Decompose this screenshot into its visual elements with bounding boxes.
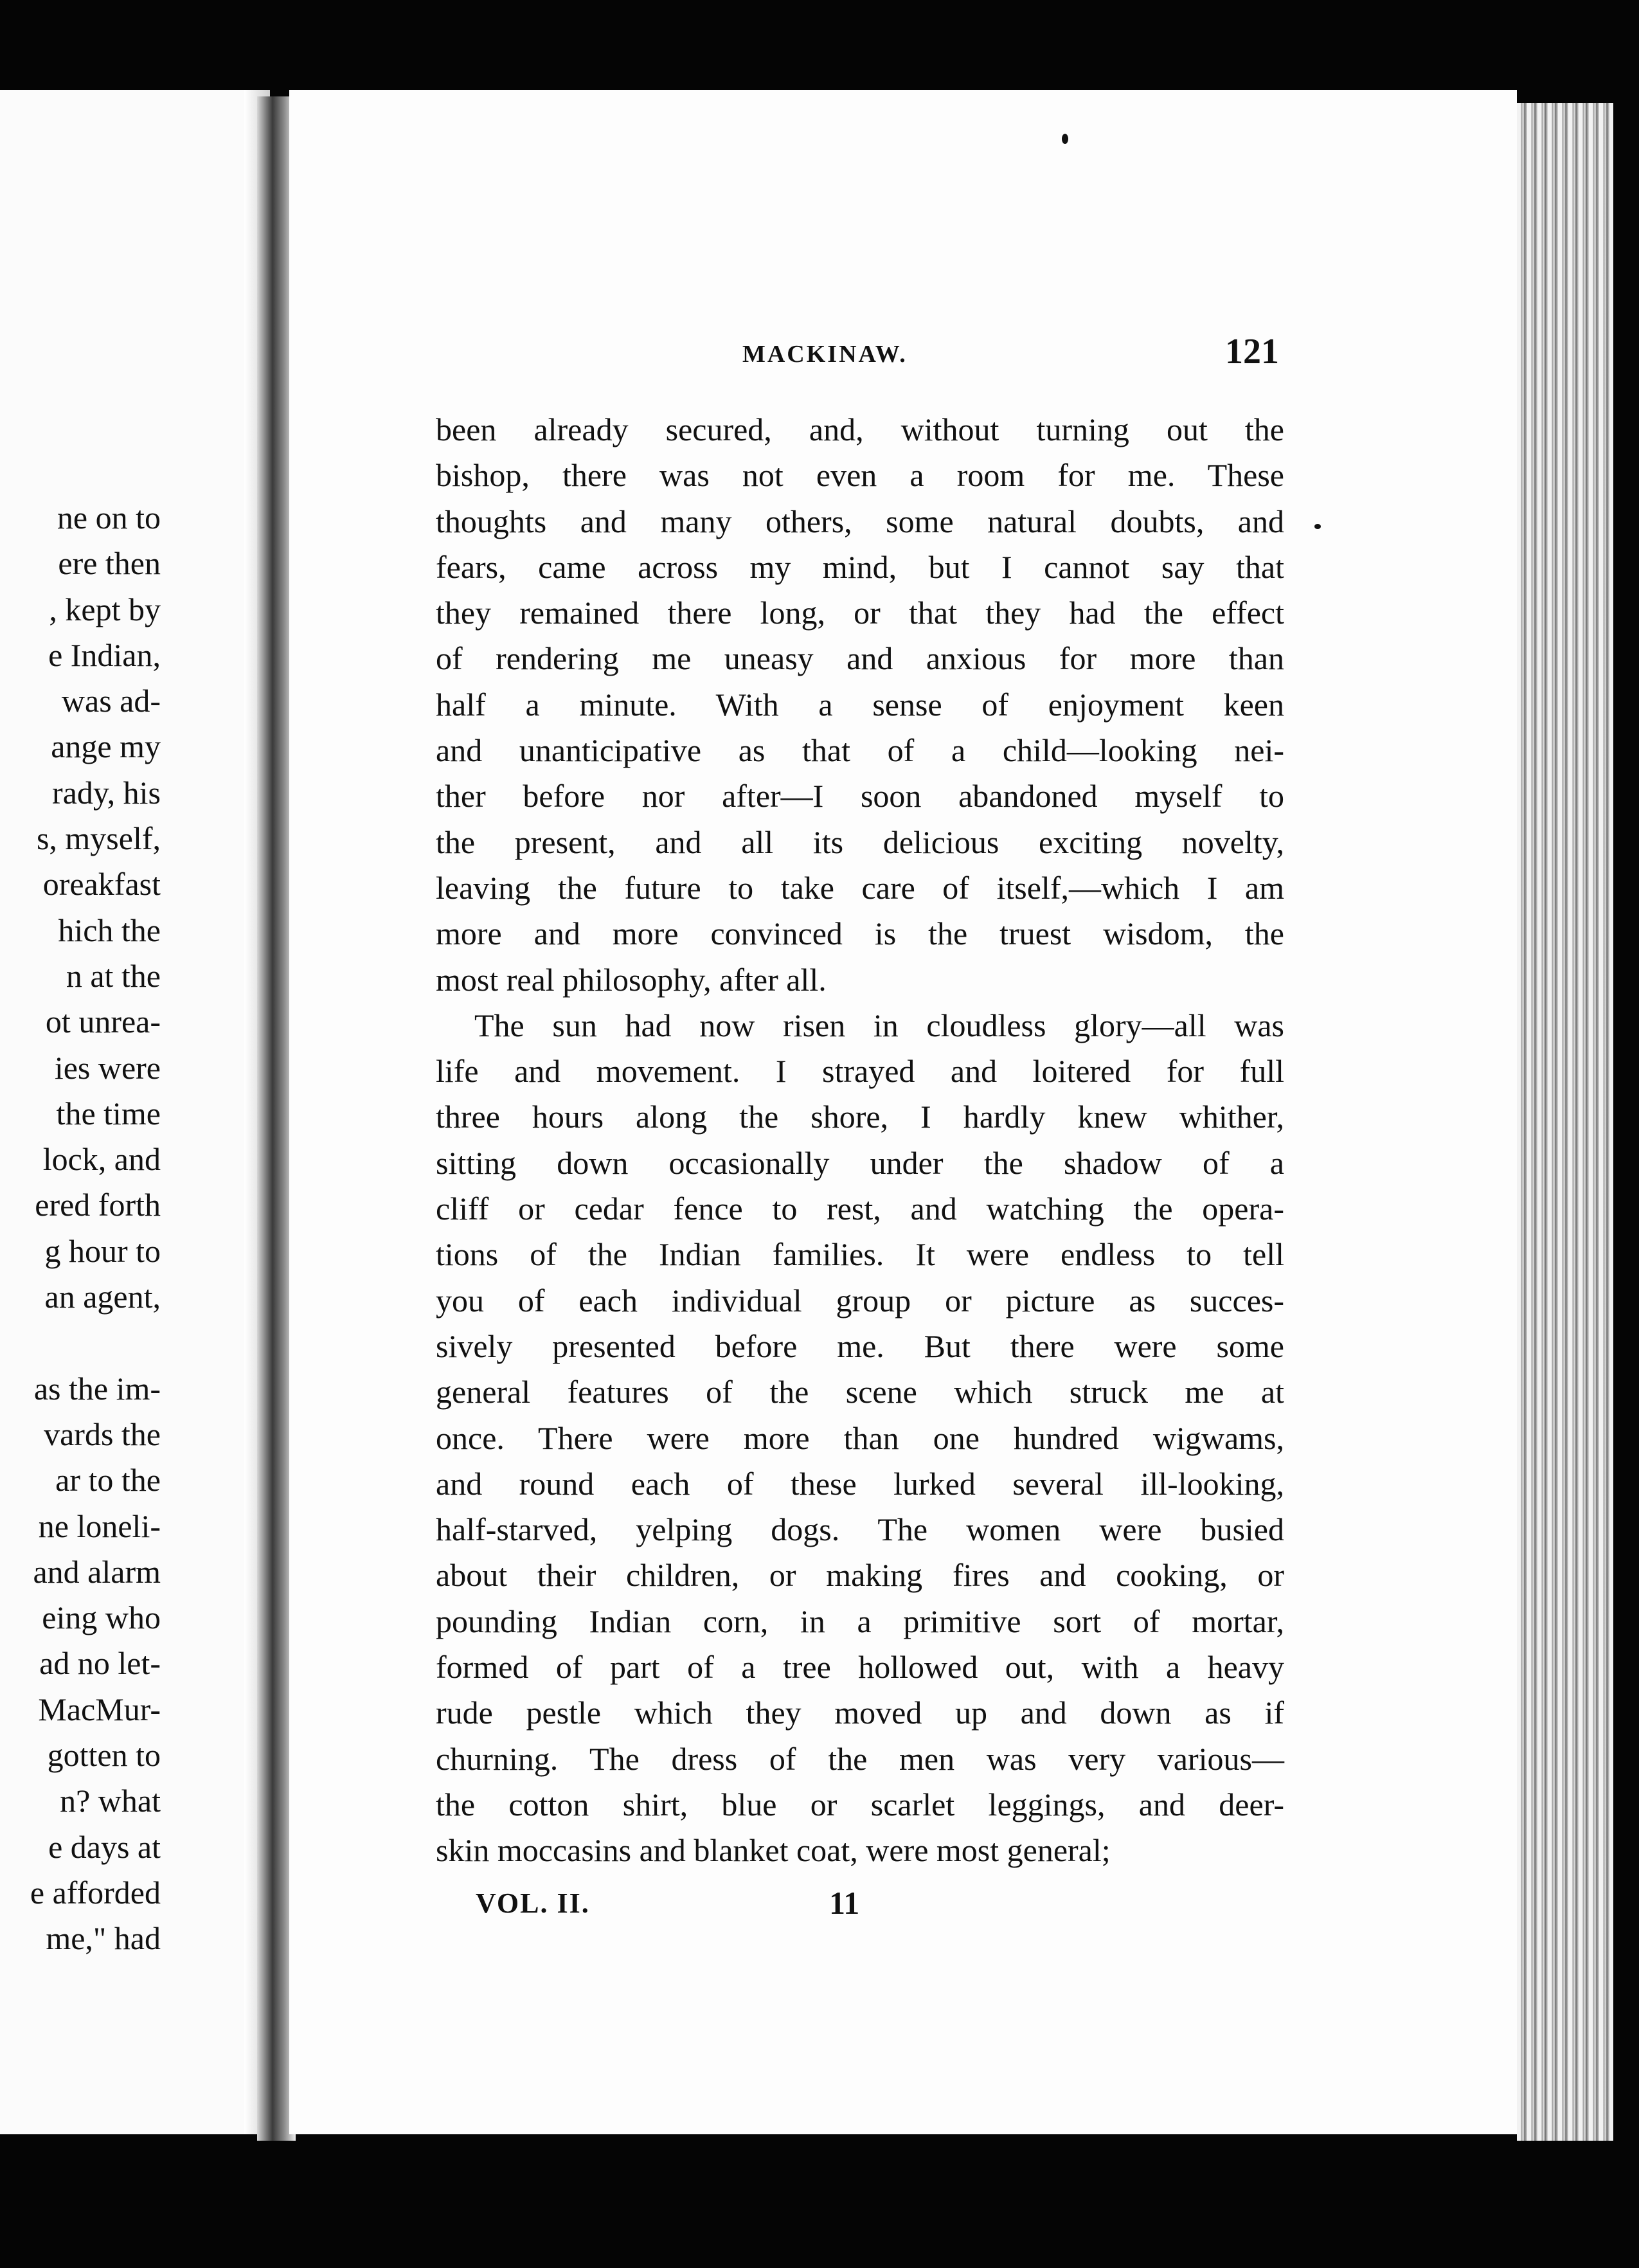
previous-page-line: hich the [58,912,161,948]
previous-page-line: n at the [66,957,161,994]
previous-page-line: rady, his [52,774,161,811]
text-line: ther before nor after—I soon abandoned myself to [436,778,1284,815]
text-line: three hours along the shore, I hardly knew whither, [436,1099,1284,1135]
text-line: skin moccasins and blanket coat, were most general; [436,1832,1111,1869]
previous-page-line: gotten to [47,1737,161,1774]
ink-speck [1062,134,1068,144]
page-number: 121 [1225,332,1279,372]
text-line: life and movement. I strayed and loitered for full [436,1053,1284,1090]
text-line: of rendering me uneasy and anxious for more than [436,640,1284,677]
text-line: rude pestle which they moved up and down as if [436,1695,1284,1731]
previous-page-line: ot unrea- [45,1004,161,1040]
previous-page-line: as the im- [33,1370,161,1407]
previous-page-line: e Indian, [48,636,161,673]
text-line: formed of part of a tree hollowed out, with a heavy [436,1649,1284,1686]
previous-page-text [30,495,161,1962]
text-line: tions of the Indian families. It were endless to tell [436,1236,1284,1273]
previous-page-line: e days at [48,1828,161,1865]
previous-page-line: g hour to [44,1232,161,1269]
text-line: pounding Indian corn, in a primitive sort of mortar, [436,1603,1284,1639]
text-line: half a minute. With a sense of enjoyment keen [436,686,1284,723]
previous-page-line: me," had [46,1920,161,1957]
previous-page-line: MacMur- [38,1691,161,1727]
page-footer [476,1887,926,1932]
previous-page-line: ered forth [35,1187,161,1223]
text-line: about their children, or making fires and cooking, or [436,1557,1284,1594]
text-line: the present, and all its delicious exciting novelty, [436,824,1284,860]
signature-mark: 11 [829,1885,860,1921]
text-line: been already secured, and, without turning out the [436,411,1284,447]
previous-page-line: was ad- [61,683,161,719]
text-line: The sun had now risen in cloudless glory—all was [474,1007,1284,1043]
text-line: fears, came across my mind, but I cannot say that [436,548,1284,585]
previous-page-line: ies were [54,1049,161,1086]
previous-page-line: ne loneli- [38,1508,161,1544]
text-line: and round each of these lurked several ill-looking, [436,1465,1284,1502]
previous-page-line: s, myself, [36,820,161,857]
text-line: leaving the future to take care of itself,—which I am [436,869,1284,906]
previous-page-line: eing who [42,1599,161,1636]
body-text [436,407,1284,1874]
previous-page-line: ange my [51,728,161,765]
text-line: once. There were more than one hundred wigwams, [436,1419,1284,1456]
text-line: general features of the scene which struck me at [436,1374,1284,1410]
text-line: sively presented before me. But there were some [436,1328,1284,1364]
previous-page-line: ere then [58,545,161,582]
text-line: and unanticipative as that of a child—looking nei- [436,732,1284,769]
previous-page-line: vards the [44,1416,161,1452]
text-line: churning. The dress of the men was very various— [436,1740,1284,1777]
previous-page-line: oreakfast [42,866,161,903]
ink-speck [1314,524,1321,529]
page-edges [1517,103,1613,2141]
previous-page-line: ne on to [57,500,161,536]
previous-page-line: lock, and [42,1141,161,1178]
previous-page-line: ar to the [55,1462,161,1498]
previous-page-line: ad no let- [39,1645,161,1682]
previous-page-line: n? what [60,1783,161,1819]
previous-page [0,90,270,2134]
text-line: thoughts and many others, some natural doubts, and [436,503,1284,539]
previous-page-line: , kept by [49,591,161,627]
text-line: more and more convinced is the truest wisdom, the [436,915,1284,952]
text-line: you of each individual group or picture as succes- [436,1282,1284,1318]
text-line: cliff or cedar fence to rest, and watching the opera- [436,1191,1284,1227]
text-line: the cotton shirt, blue or scarlet leggings, and deer- [436,1786,1284,1823]
running-head: MACKINAW. [742,341,908,368]
text-line: bishop, there was not even a room for me. These [436,457,1284,494]
previous-page-line: and alarm [33,1553,161,1590]
previous-page-line: e afforded [30,1874,161,1911]
volume-label: VOL. II. [476,1887,590,1919]
text-line: half-starved, yelping dogs. The women were busied [436,1511,1284,1548]
text-line: most real philosophy, after all. [436,961,827,998]
text-line: sitting down occasionally under the shadow of a [436,1144,1284,1181]
previous-page-line: an agent, [44,1279,161,1315]
previous-page-line: the time [56,1095,161,1131]
page-header [437,331,1279,382]
previous-page-line [30,1320,161,1365]
text-line: they remained there long, or that they had the effect [436,595,1284,631]
